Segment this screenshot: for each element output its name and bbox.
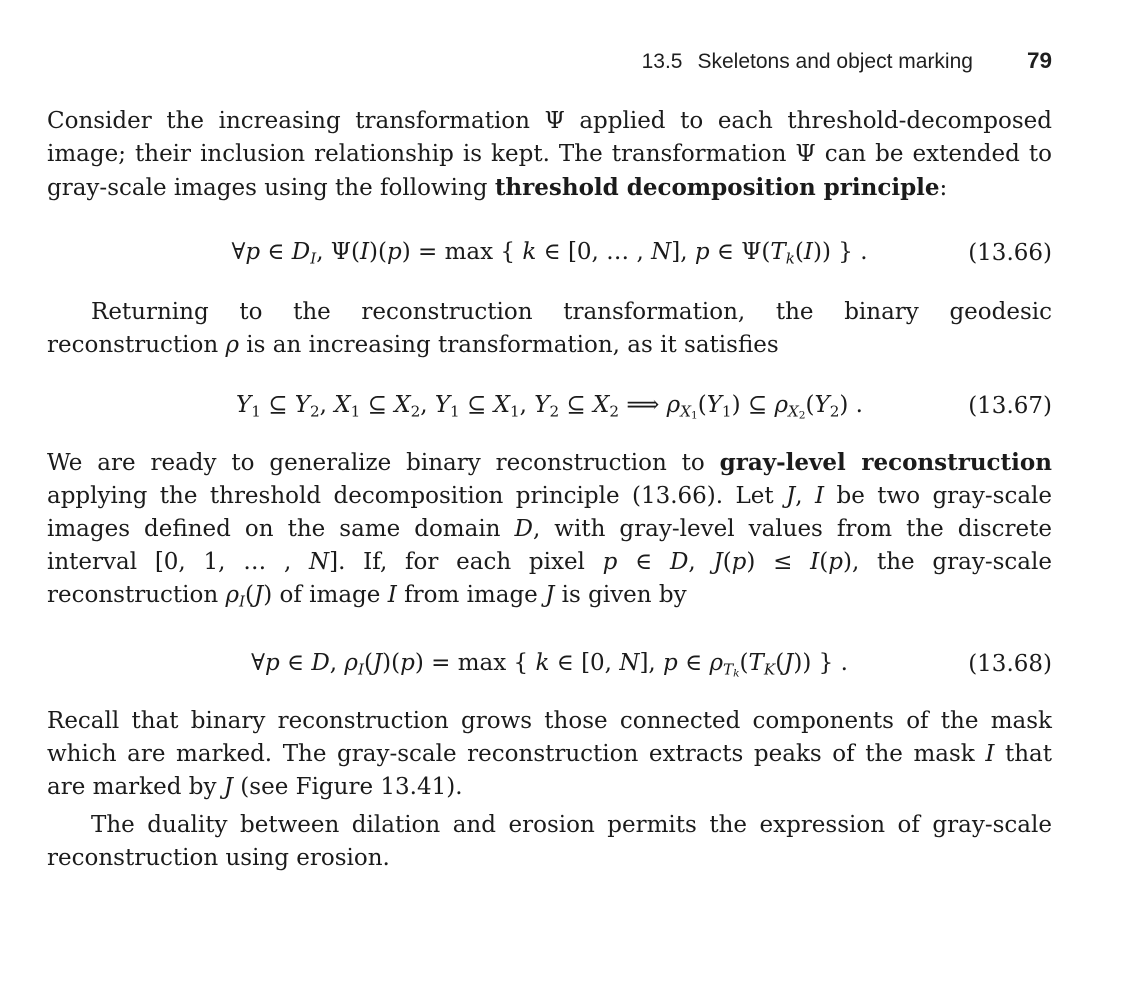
text-run: ( (775, 649, 785, 676)
text-run: : (939, 175, 948, 201)
text-run: )( (382, 649, 401, 676)
text-run: p (602, 549, 618, 575)
text-run: I (803, 239, 813, 265)
text-run: k (535, 649, 550, 676)
text-run: ∈ (260, 239, 292, 265)
text-run: Returning to the reconstruction transformation, the binary geodesic reconstruction (47, 299, 1052, 358)
paragraph-returning-reconstruction (47, 296, 1052, 362)
text-run: p (245, 239, 261, 265)
text-run: ( (697, 392, 707, 418)
text-run: I (359, 239, 370, 265)
text-run: ρ (225, 332, 239, 358)
text-run: { (513, 649, 536, 676)
text-run: J (223, 773, 233, 800)
text-run: 1 (509, 402, 520, 421)
text-run: J (372, 649, 383, 676)
text-run: be two gray-scale images defined on the same domain (47, 483, 1053, 542)
running-head (47, 48, 1052, 75)
text-run: that are marked by (47, 740, 1052, 800)
text-run: ) ⊆ (731, 392, 775, 418)
text-run: p (387, 239, 402, 265)
text-run: ⊆ (559, 392, 594, 418)
text-run: , with gray-level values from the discrete interval [0, 1, … , (47, 516, 1052, 575)
text-run: p (828, 549, 843, 575)
text-run: I (238, 592, 245, 611)
text-run: Y (706, 392, 722, 418)
text-run: ρ (774, 392, 788, 418)
text-run: J (545, 582, 555, 608)
text-run: ∈ Ψ( (709, 239, 771, 265)
text-run: Recall that binary reconstruction grows those connected components of the mask which are marked. The gray-scale reconstruction extracts peaks of the mask (47, 707, 1052, 767)
text-run: J (713, 549, 723, 575)
text-run: from image (396, 582, 546, 608)
text-run: Y (236, 392, 252, 418)
text-run: p (694, 239, 710, 265)
text-run: , (420, 392, 435, 418)
equation-body (231, 239, 868, 268)
text-run: ⊆ (360, 392, 395, 418)
paragraph-threshold-decomposition (47, 105, 1052, 205)
text-run: } . (811, 649, 848, 676)
text-run: is an increasing transformation, as it satisfies (238, 332, 779, 358)
text-run: 2 (798, 409, 806, 422)
text-run: ( (722, 549, 732, 575)
text-run: I (985, 740, 995, 767)
text-run: 2 (309, 402, 320, 421)
text-run: X (493, 392, 510, 418)
text-run: threshold decomposition principle (494, 174, 940, 201)
text-run: X (334, 392, 351, 418)
text-run: )) (813, 239, 831, 265)
text-run: ) = max (414, 649, 514, 676)
text-run: ∈ [0, (549, 649, 620, 676)
text-run: ∈ (677, 649, 710, 676)
text-run: 1 (721, 402, 732, 421)
text-run: ( (739, 649, 749, 676)
text-run: D (669, 549, 689, 575)
text-run: , Ψ( (316, 239, 360, 265)
text-run: ∈ (279, 649, 312, 676)
equation-number: (13.67) (968, 393, 1052, 419)
text-run: (see Figure 13.41). (233, 773, 463, 800)
text-run: I (387, 582, 397, 608)
text-run: X (593, 392, 610, 418)
text-run: J (253, 582, 264, 608)
text-run: I (357, 660, 364, 679)
text-run: 2 (549, 402, 560, 421)
text-run: k (522, 239, 537, 265)
text-run: X (787, 402, 799, 421)
text-run: gray-level reconstruction (719, 449, 1052, 476)
text-run: k (785, 249, 795, 268)
text-run: Y (294, 392, 310, 418)
text-run: ], (639, 649, 664, 676)
equation-number: (13.68) (968, 650, 1052, 677)
text-run: ⟹ (619, 392, 667, 418)
text-run: N (619, 649, 640, 676)
text-run: ]. If, for each pixel (329, 549, 603, 575)
equation-13-67 (47, 388, 1052, 424)
paragraph-duality-dilation-erosion (47, 809, 1052, 875)
text-run: I (810, 549, 820, 575)
paragraph-gray-level-reconstruction (47, 446, 1052, 619)
text-run: X (394, 392, 411, 418)
text-run: ), the gray-scale reconstruction (47, 549, 1052, 608)
text-run: J (784, 649, 794, 676)
text-run: Y (534, 392, 550, 418)
text-run: ⊆ (459, 392, 494, 418)
text-run: ( (363, 649, 373, 676)
text-run: p (400, 649, 415, 676)
text-run: 1 (251, 402, 261, 421)
text-run: 2 (609, 402, 620, 421)
equation-body (251, 649, 848, 680)
text-run: K (763, 660, 776, 679)
text-run: ( (819, 549, 829, 575)
section-title: Skeletons and object marking (697, 50, 973, 73)
text-run: ∈ [0, … , (536, 239, 652, 265)
text-run: )) (793, 649, 812, 676)
text-run: p (731, 549, 747, 575)
text-run: , (519, 392, 535, 418)
text-run: p (264, 649, 280, 676)
text-run: { (500, 239, 523, 265)
text-run: ρ (709, 649, 723, 676)
text-run: ∀ (231, 239, 246, 265)
text-run: ρ (666, 392, 681, 418)
text-run: , (319, 392, 335, 418)
text-run: , (329, 649, 345, 676)
text-run: ∀ (251, 649, 265, 676)
equation-body (236, 392, 863, 422)
text-run: ( (805, 392, 815, 418)
text-run: ⊆ (260, 392, 295, 418)
text-run: applying the threshold decomposition principle (13.66). Let (47, 483, 787, 509)
text-run: D (311, 649, 330, 676)
text-run: } . (830, 239, 868, 265)
text-run: is given by (554, 582, 687, 608)
text-run: We are ready to generalize binary reconstruction to (47, 450, 720, 476)
text-run: ) ≤ (746, 549, 811, 575)
text-run: 1 (350, 402, 361, 421)
text-run: T (722, 660, 734, 679)
text-run: Y (434, 392, 451, 418)
text-run: Y (814, 392, 830, 418)
text-run: D (514, 516, 533, 542)
text-run: T (748, 649, 764, 676)
text-run: 2 (410, 402, 421, 421)
section-number: 13.5 (641, 50, 683, 73)
text-run: ( (244, 582, 254, 608)
text-run: ρ (225, 582, 239, 608)
text-run: ) of image (263, 582, 388, 608)
equation-13-66 (47, 235, 1052, 271)
text-run: N (309, 549, 330, 575)
text-run: T (770, 239, 786, 265)
page-number: 79 (1026, 48, 1052, 73)
text-run: J (786, 483, 796, 509)
text-run: I (310, 249, 317, 268)
equation-number: (13.66) (968, 240, 1052, 266)
text-run: 1 (450, 402, 460, 421)
text-run: ∈ (617, 549, 670, 575)
text-run: X (680, 402, 691, 421)
text-run: Consider the increasing transformation Ψ applied to each threshold-decomposed image; their inclusion relationship is kept. The transformation Ψ can be extended to gray-scale images using the following (47, 108, 1052, 201)
text-run: The duality between dilation and erosion permits the expression of gray-scale reconstruction using erosion. (47, 811, 1052, 871)
text-run: , (688, 549, 714, 575)
text-run: k (733, 667, 740, 680)
text-run: I (815, 483, 825, 509)
text-run: p (663, 649, 678, 676)
paragraph-recall-binary-reconstruction (47, 705, 1052, 804)
text-run: , (795, 483, 816, 509)
text-run: 2 (829, 402, 840, 421)
text-run: ρ (344, 649, 358, 676)
text-run: ], (671, 239, 695, 265)
text-run: ) . (839, 392, 863, 418)
text-run: ) = max (401, 239, 501, 265)
equation-13-68 (47, 646, 1052, 682)
text-run: 1 (691, 409, 698, 422)
text-run: ( (794, 239, 804, 265)
text-run: )( (369, 239, 387, 265)
text-run: D (291, 239, 311, 265)
text-run: N (651, 239, 672, 265)
